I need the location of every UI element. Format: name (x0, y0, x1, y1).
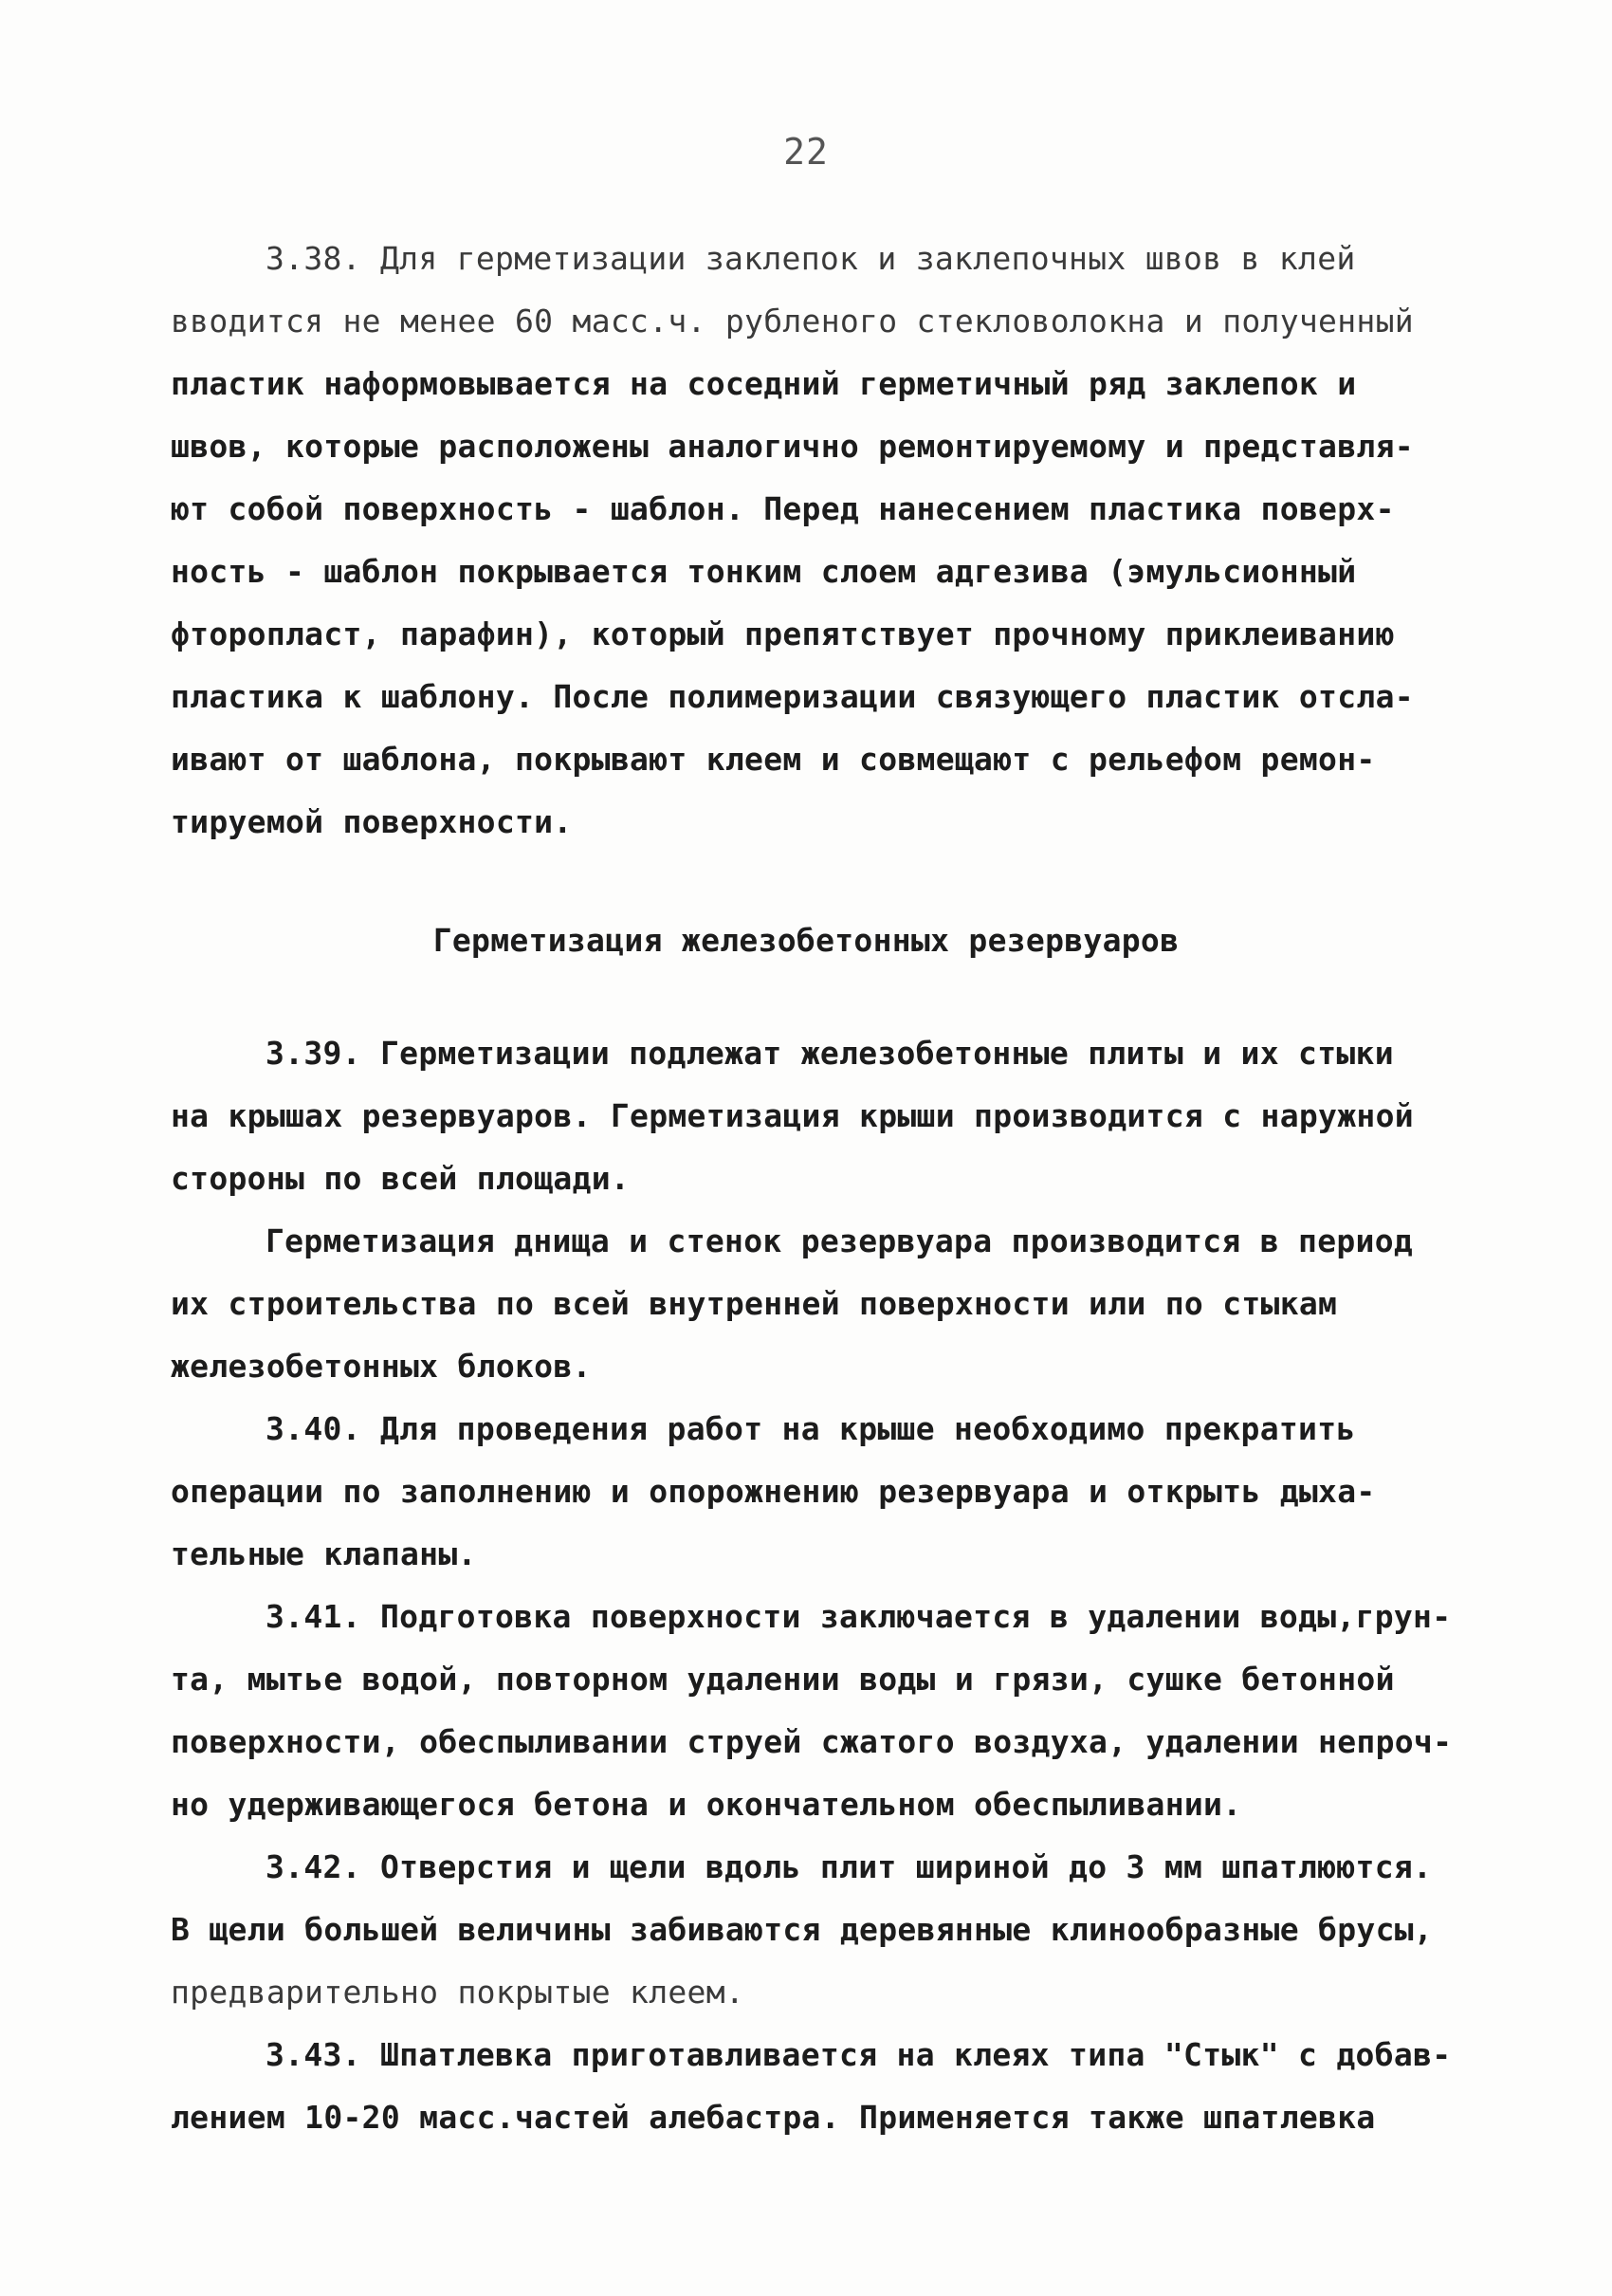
text-line: предварительно покрытые клеем. (171, 1974, 745, 2011)
text-line: 3.40. Для проведения работ на крыше необходимо прекратить (266, 1410, 1356, 1447)
text-line: но удерживающегося бетона и окончательном обеспыливании. (171, 1786, 1242, 1823)
text-line: тельные клапаны. (171, 1535, 477, 1572)
text-line: железобетонных блоков. (171, 1348, 592, 1385)
text-line: 3.42. Отверстия и щели вдоль плит шириной до 3 мм шпатлюются. (266, 1848, 1433, 1885)
paragraphs-3-39-to-3-43 (171, 1022, 1451, 2149)
text-line: операции по заполнению и опорожнению резервуара и открыть дыха- (171, 1473, 1376, 1510)
text-line: их строительства по всей внутренней поверхности или по стыкам (171, 1285, 1338, 1322)
text-line: поверхности, обеспыливании струей сжатого воздуха, удалении непроч- (171, 1723, 1453, 1760)
text-line: пластик наформовывается на соседний герметичный ряд заклепок и (171, 365, 1357, 402)
paragraph-3-38 (171, 228, 1451, 854)
page-number: 22 (783, 131, 829, 173)
text-line: фторопласт, парафин), который препятствует прочному приклеиванию (171, 615, 1395, 652)
text-line: стороны по всей площади. (171, 1160, 631, 1197)
text-line: 3.39. Герметизации подлежат железобетонные плиты и их стыки (266, 1035, 1394, 1072)
text-line: пластика к шаблону. После полимеризации связующего пластик отсла- (171, 678, 1414, 715)
text-line: 3.43. Шпатлевка приготавливается на клеях типа "Стык" с добав- (266, 2036, 1452, 2073)
text-line: 3.41. Подготовка поверхности заключается в удалении воды,грун- (266, 1598, 1452, 1635)
text-line: 3.38. Для герметизации заклепок и заклепочных швов в клей (266, 240, 1356, 277)
text-line: Герметизация днища и стенок резервуара производится в период (266, 1222, 1414, 1259)
text-line: ют собой поверхность - шаблон. Перед нанесением пластика поверх- (171, 490, 1395, 527)
text-line: В щели большей величины забиваются деревянные клинообразные брусы, (171, 1911, 1434, 1948)
text-line: на крышах резервуаров. Герметизация крыши производится с наружной (171, 1097, 1414, 1134)
section-heading: Герметизация железобетонных резервуаров (432, 922, 1180, 959)
text-line: тируемой поверхности. (171, 803, 573, 840)
text-line: лением 10-20 масс.частей алебастра. Применяется также шпатлевка (171, 2099, 1376, 2136)
text-line: та, мытье водой, повторном удалении воды и грязи, сушке бетонной (171, 1661, 1395, 1698)
text-line: ность - шаблон покрывается тонким слоем адгезива (эмульсионный (171, 553, 1357, 590)
text-line: швов, которые расположены аналогично ремонтируемому и представля- (171, 428, 1414, 465)
text-line: ивают от шаблона, покрывают клеем и совмещают с рельефом ремон- (171, 741, 1376, 778)
text-line: вводится не менее 60 масс.ч. рубленого стекловолокна и полученный (171, 303, 1414, 340)
